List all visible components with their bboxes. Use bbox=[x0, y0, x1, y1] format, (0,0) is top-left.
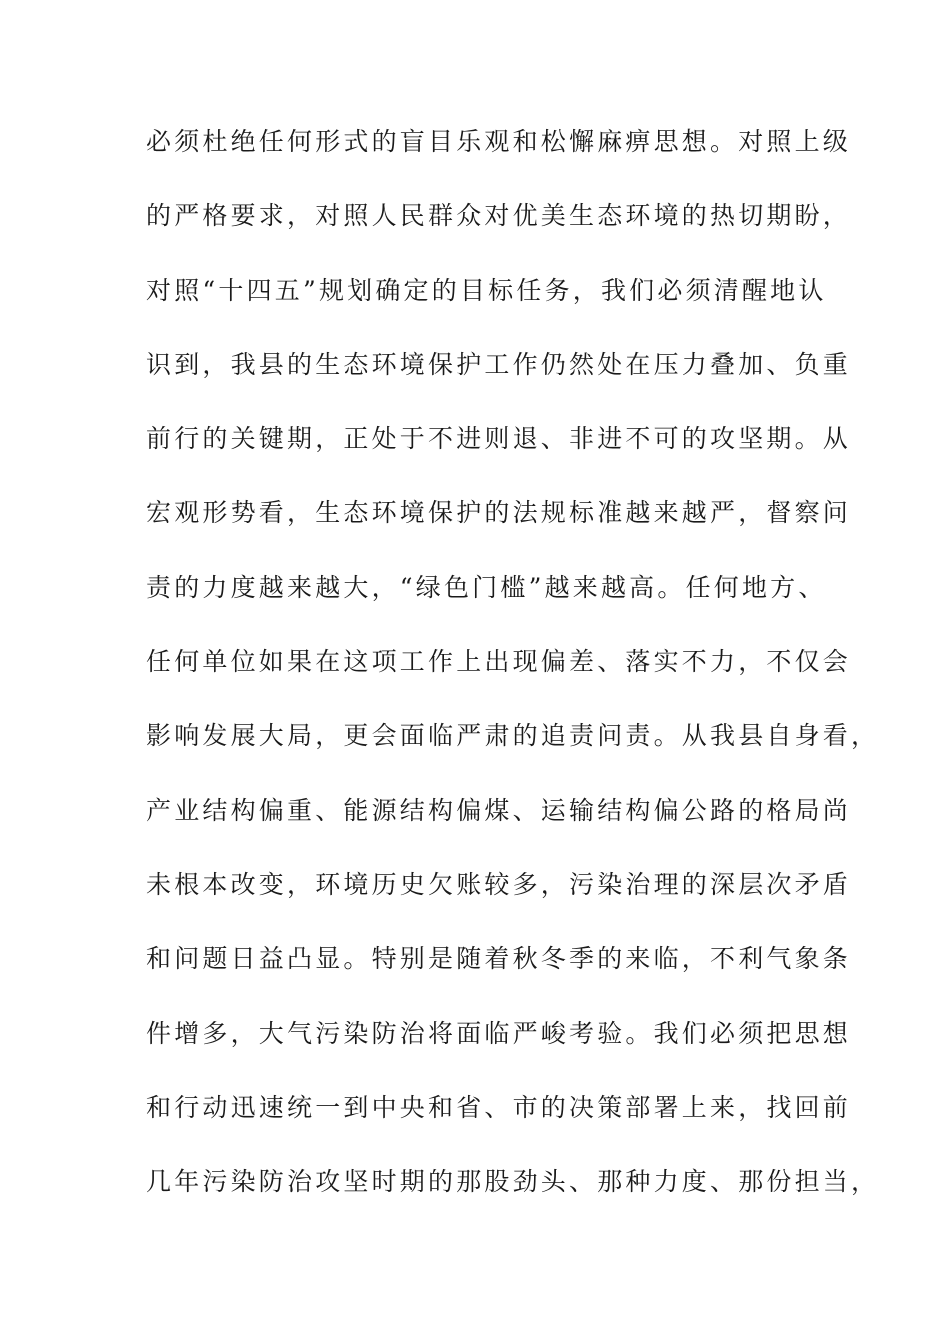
text-line-15: 几年污染防治攻坚时期的那股劲头、那种力度、那份担当， bbox=[146, 1167, 880, 1197]
text-line-7: 责的力度越来越大，“绿色门槛”越来越高。任何地方、 bbox=[146, 572, 827, 602]
text-line-12: 和问题日益凸显。特别是随着秋冬季的来临，不利气象条 bbox=[146, 944, 852, 974]
text-line-3: 对照“十四五”规划确定的目标任务，我们必须清醒地认 bbox=[146, 275, 827, 305]
text-line-1: 必须杜绝任何形式的盲目乐观和松懈麻痹思想。对照上级 bbox=[146, 127, 852, 156]
text-line-8: 任何单位如果在这项工作上出现偏差、落实不力，不仅会 bbox=[146, 647, 852, 677]
text-line-10: 产业结构偏重、能源结构偏煤、运输结构偏公路的格局尚 bbox=[146, 795, 852, 825]
text-line-11: 未根本改变，环境历史欠账较多，污染治理的深层次矛盾 bbox=[146, 869, 852, 899]
text-line-2: 的严格要求，对照人民群众对优美生态环境的热切期盼， bbox=[146, 201, 852, 231]
text-line-6: 宏观形势看，生态环境保护的法规标准越来越严，督察问 bbox=[146, 498, 852, 528]
text-line-5: 前行的关键期，正处于不进则退、非进不可的攻坚期。从 bbox=[146, 424, 852, 454]
text-line-13: 件增多，大气污染防治将面临严峻考验。我们必须把思想 bbox=[146, 1018, 852, 1048]
text-line-4: 识到，我县的生态环境保护工作仍然处在压力叠加、负重 bbox=[146, 349, 852, 379]
body-paragraph bbox=[146, 120, 880, 1234]
text-line-9: 影响发展大局，更会面临严肃的追责问责。从我县自身看， bbox=[146, 721, 880, 751]
text-line-14: 和行动迅速统一到中央和省、市的决策部署上来，找回前 bbox=[146, 1092, 852, 1122]
